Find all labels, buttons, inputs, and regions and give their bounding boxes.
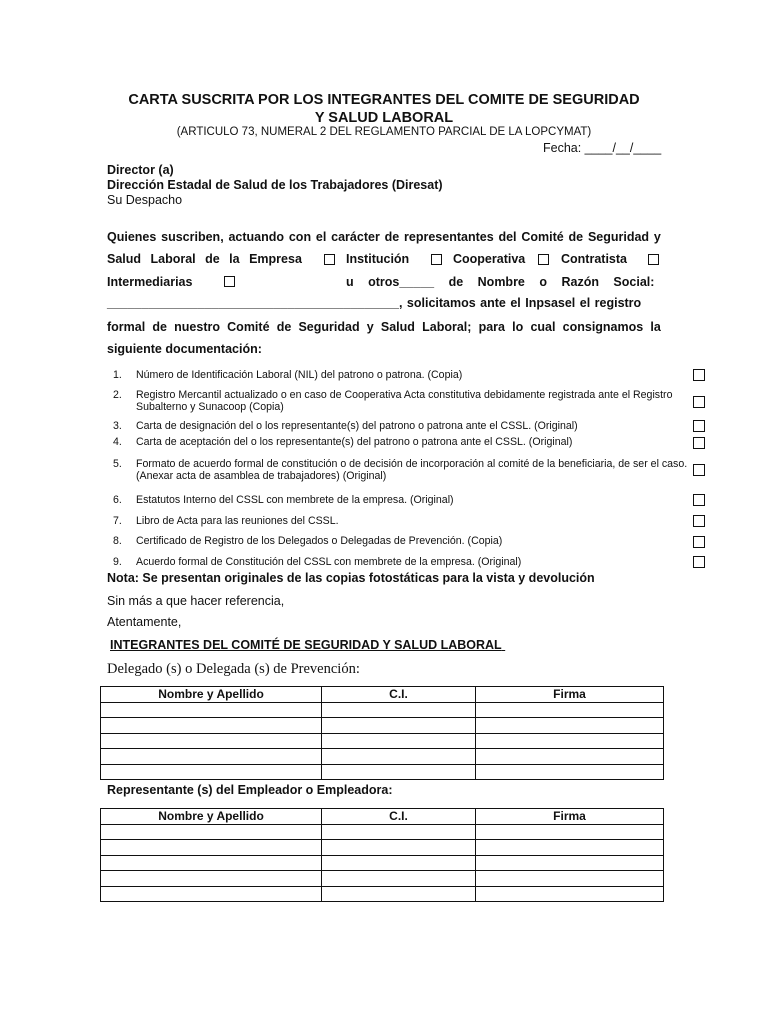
document-checkbox[interactable] xyxy=(693,536,705,548)
body-line-2: Salud Laboral de la Empresa xyxy=(107,252,302,266)
recipient-office: Dirección Estadal de Salud de los Trabajadores (Diresat) xyxy=(107,178,443,192)
table-row[interactable] xyxy=(101,855,664,871)
intermediarias-checkbox[interactable] xyxy=(224,276,235,287)
representantes-table xyxy=(100,808,664,902)
contratista-label: Contratista xyxy=(561,252,627,266)
signoff-line: Atentamente, xyxy=(107,615,182,629)
intermediarias-label: Intermediarias xyxy=(107,275,193,289)
recipient-title: Director (a) xyxy=(107,163,174,177)
body-line-4: __________________________________________, solicitamos ante el Inpsasel el registro xyxy=(107,296,642,310)
document-checkbox[interactable] xyxy=(693,494,705,506)
body-line-5: formal de nuestro Comité de Seguridad y Salud Laboral; para lo cual consignamos la xyxy=(107,320,661,334)
document-checkbox[interactable] xyxy=(693,369,705,381)
table-row[interactable] xyxy=(101,764,664,780)
contratista-checkbox[interactable] xyxy=(538,254,549,265)
document-checkbox[interactable] xyxy=(693,556,705,568)
table-row[interactable] xyxy=(101,702,664,718)
document-checkbox[interactable] xyxy=(693,515,705,527)
date-field: Fecha: ____/__/____ xyxy=(543,141,662,155)
institucion-checkbox[interactable] xyxy=(324,254,335,265)
table-row[interactable] xyxy=(101,749,664,765)
otros-checkbox[interactable] xyxy=(648,254,659,265)
document-title-line2: Y SALUD LABORAL xyxy=(314,110,454,126)
nota-text: Nota: Se presentan originales de las copias fotostáticas para la vista y devolución xyxy=(107,571,595,585)
table-row[interactable] xyxy=(101,840,664,856)
document-checkbox[interactable] xyxy=(693,464,705,476)
table-header-row xyxy=(101,687,664,703)
recipient-closing: Su Despacho xyxy=(107,193,183,207)
table-row[interactable] xyxy=(101,886,664,902)
delegados-table xyxy=(100,686,664,780)
razon-social-label: u otros_____ de Nombre o Razón Social: xyxy=(346,275,655,289)
closing-line: Sin más a que hacer referencia, xyxy=(107,594,285,608)
document-subtitle: (ARTICULO 73, NUMERAL 2 DEL REGLAMENTO PARCIAL DE LA LOPCYMAT) xyxy=(176,126,592,138)
document-checkbox[interactable] xyxy=(693,437,705,449)
column-header: C.I. xyxy=(322,809,476,825)
document-checkbox[interactable] xyxy=(693,420,705,432)
column-header: Firma xyxy=(476,809,664,825)
representantes-caption: Representante (s) del Empleador o Empleadora: xyxy=(107,783,393,797)
institucion-label: Institución xyxy=(346,252,410,266)
table-row[interactable] xyxy=(101,824,664,840)
cooperativa-checkbox[interactable] xyxy=(431,254,442,265)
section-heading: INTEGRANTES DEL COMITÉ DE SEGURIDAD Y SALUD LABORAL xyxy=(110,638,502,652)
body-line-6: siguiente documentación: xyxy=(107,342,262,356)
column-header: Firma xyxy=(476,687,664,703)
delegados-caption: Delegado (s) o Delegada (s) de Prevención: xyxy=(107,661,360,677)
column-header: Nombre y Apellido xyxy=(101,809,322,825)
table-row[interactable] xyxy=(101,733,664,749)
table-header-row xyxy=(101,809,664,825)
table-row[interactable] xyxy=(101,718,664,734)
document-checkbox[interactable] xyxy=(693,396,705,408)
document-title-line1: CARTA SUSCRITA POR LOS INTEGRANTES DEL COMITE DE SEGURIDAD xyxy=(128,92,640,108)
cooperativa-label: Cooperativa xyxy=(453,252,526,266)
table-row[interactable] xyxy=(101,871,664,887)
column-header: Nombre y Apellido xyxy=(101,687,322,703)
column-header: C.I. xyxy=(322,687,476,703)
body-line-1: Quienes suscriben, actuando con el carácter de representantes del Comité de Seguridad y xyxy=(107,230,661,244)
